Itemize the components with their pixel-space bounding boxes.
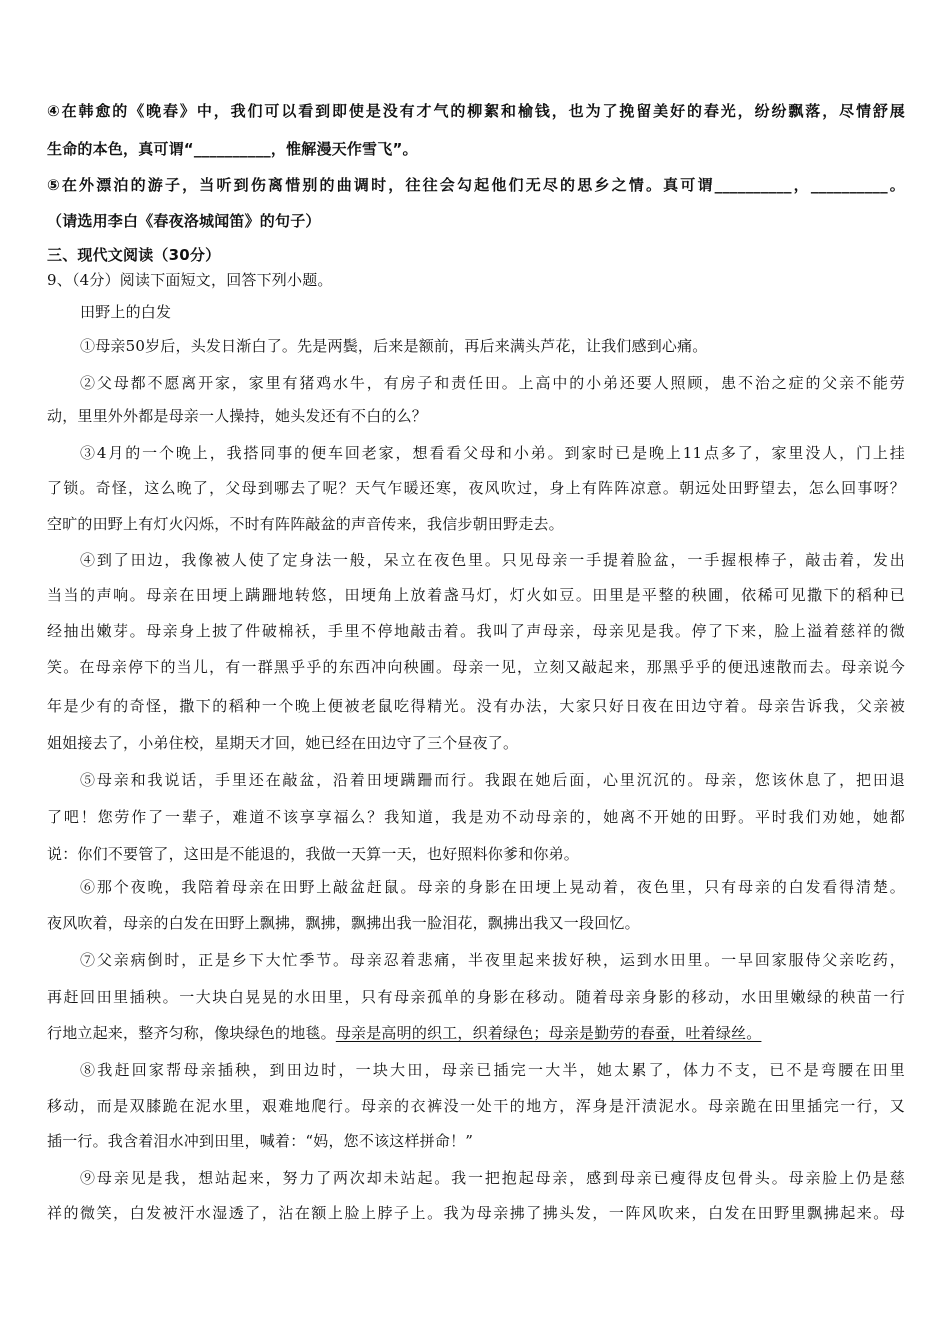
paragraph-4-line: ④到了田边，我像被人使了定身法一般，呆立在夜色里。只见母亲一手提着脸盆，一手握根棒子，敲击着，发出: [80, 551, 905, 569]
paragraph-6-line: ⑥那个夜晚，我陪着母亲在田野上敲盆赶鼠。母亲的身影在田埂上晃动着，夜色里，只有母亲的白发看得清楚。: [80, 878, 905, 896]
paragraph-4-line: 笑。在母亲停下的当儿，有一群黑乎乎的东西冲向秧圃。母亲一见，立刻又敲起来，那黑乎乎的便迅速散而去。母亲说今: [47, 658, 905, 676]
paragraph-4-line: 姐姐接去了，小弟住校，星期天才回，她已经在田边守了三个昼夜了。: [47, 734, 519, 752]
paragraph-3-line: 了锁。奇怪，这么晚了，父母到哪去了呢？天气乍暖还寒，夜风吹过，身上有阵阵凉意。朝远处田野望去，怎么回事呀？: [47, 479, 905, 497]
paragraph-8-line: 插一行。我含着泪水冲到田里，喊着：“妈，您不该这样拼命！”: [47, 1132, 474, 1150]
paragraph-9-line: ⑨母亲见是我，想站起来，努力了两次却未站起。我一把抱起母亲，感到母亲已瘦得皮包骨头。母亲脸上仍是慈: [80, 1169, 905, 1187]
question-prompt: 9、（4分）阅读下面短文，回答下列小题。: [47, 271, 333, 289]
paragraph-7-line: 再赶回田里插秧。一大块白晃晃的水田里，只有母亲孤单的身影在移动。随着母亲身影的移动，水田里嫩绿的秧苗一行: [47, 988, 905, 1006]
paragraph-3-line: ③4月的一个晚上，我搭同事的便车回老家，想看看父母和小弟。到家时已是晚上11点多了，家里没人，门上挂: [80, 444, 905, 462]
paragraph-7-line: ⑦父亲病倒时，正是乡下大忙季节。母亲忍着悲痛，半夜里起来拔好秧，运到水田里。一早回家服侍父亲吃药，: [80, 951, 905, 969]
poetry-q4-line1: ④在韩愈的《晚春》中，我们可以看到即使是没有才气的柳絮和榆钱，也为了挽留美好的春光，纷纷飘落，尽情舒展: [47, 102, 905, 120]
paragraph-5-line: ⑤母亲和我说话，手里还在敲盆，沿着田埂蹒跚而行。我跟在她后面，心里沉沉的。母亲，您该休息了，把田退: [80, 771, 905, 789]
underlined-sentence: 母亲是高明的织工，织着绿色；母亲是勤劳的春蚕，吐着绿丝。: [335, 1024, 762, 1042]
paragraph-8-line: ⑧我赶回家帮母亲插秧，到田边时，一块大田，母亲已插完一大半，她太累了，体力不支，已不是弯腰在田里: [80, 1061, 905, 1079]
paragraph-4-line: 当当的声响。母亲在田埂上蹒跚地转悠，田埂角上放着盏马灯，灯火如豆。田里是平整的秧圃，依稀可见撒下的稻种已: [47, 586, 905, 604]
paragraph-7-line: [47, 1023, 761, 1043]
paragraph-8-line: 移动，而是双膝跪在泥水里，艰难地爬行。母亲的衣裤没一处干的地方，浑身是汗渍泥水。母亲跪在田里插完一行，又: [47, 1097, 905, 1115]
poetry-q5-line1: ⑤在外漂泊的游子，当听到伤离惜别的曲调时，往往会勾起他们无尽的思乡之情。真可谓__________，__________。: [47, 176, 905, 194]
poetry-q4-line2: 生命的本色，真可谓“__________，惟解漫天作雪飞”。: [47, 140, 418, 158]
paragraph-1: ①母亲50岁后，头发日渐白了。先是两鬓，后来是额前，再后来满头芦花，让我们感到心痛。: [80, 337, 708, 355]
paragraph-6-line: 夜风吹着，母亲的白发在田野上飘拂，飘拂，飘拂出我一脸泪花，飘拂出我又一段回忆。: [47, 914, 640, 932]
section-heading: 三、现代文阅读（30分）: [47, 246, 221, 264]
paragraph-5-line: 说：你们不要管了，这田是不能退的，我做一天算一天，也好照料你爹和你弟。: [47, 845, 580, 863]
paragraph-4-line: 经抽出嫩芽。母亲身上披了件破棉袄，手里不停地敲击着。我叫了声母亲，母亲见是我。停了下来，脸上溢着慈祥的微: [47, 622, 905, 640]
paragraph-5-line: 了吧！您劳作了一辈子，难道不该享享福么？我知道，我是劝不动母亲的，她离不开她的田野。平时我们劝她，她都: [47, 808, 905, 826]
paragraph-7-text: 行地立起来，整齐匀称，像块绿色的地毯。: [47, 1024, 336, 1042]
paragraph-2-line: 动，里里外外都是母亲一人操持，她头发还有不白的么？: [47, 407, 428, 425]
paragraph-9-line: 祥的微笑，白发被汗水湿透了，沾在额上脸上脖子上。我为母亲拂了拂头发，一阵风吹来，白发在田野里飘拂起来。母: [47, 1204, 905, 1222]
paragraph-3-line: 空旷的田野上有灯火闪烁，不时有阵阵敲盆的声音传来，我信步朝田野走去。: [47, 515, 564, 533]
poetry-q5-note: （请选用李白《春夜洛城闻笛》的句子）: [47, 212, 321, 230]
article-title: 田野上的白发: [80, 303, 172, 321]
paragraph-2-line: ②父母都不愿离开家，家里有猪鸡水牛，有房子和责任田。上高中的小弟还要人照顾，患不治之症的父亲不能劳: [80, 374, 905, 392]
paragraph-4-line: 年是少有的奇怪，撒下的稻种一个晚上便被老鼠吃得精光。没有办法，大家只好日夜在田边守着。母亲告诉我，父亲被: [47, 697, 905, 715]
